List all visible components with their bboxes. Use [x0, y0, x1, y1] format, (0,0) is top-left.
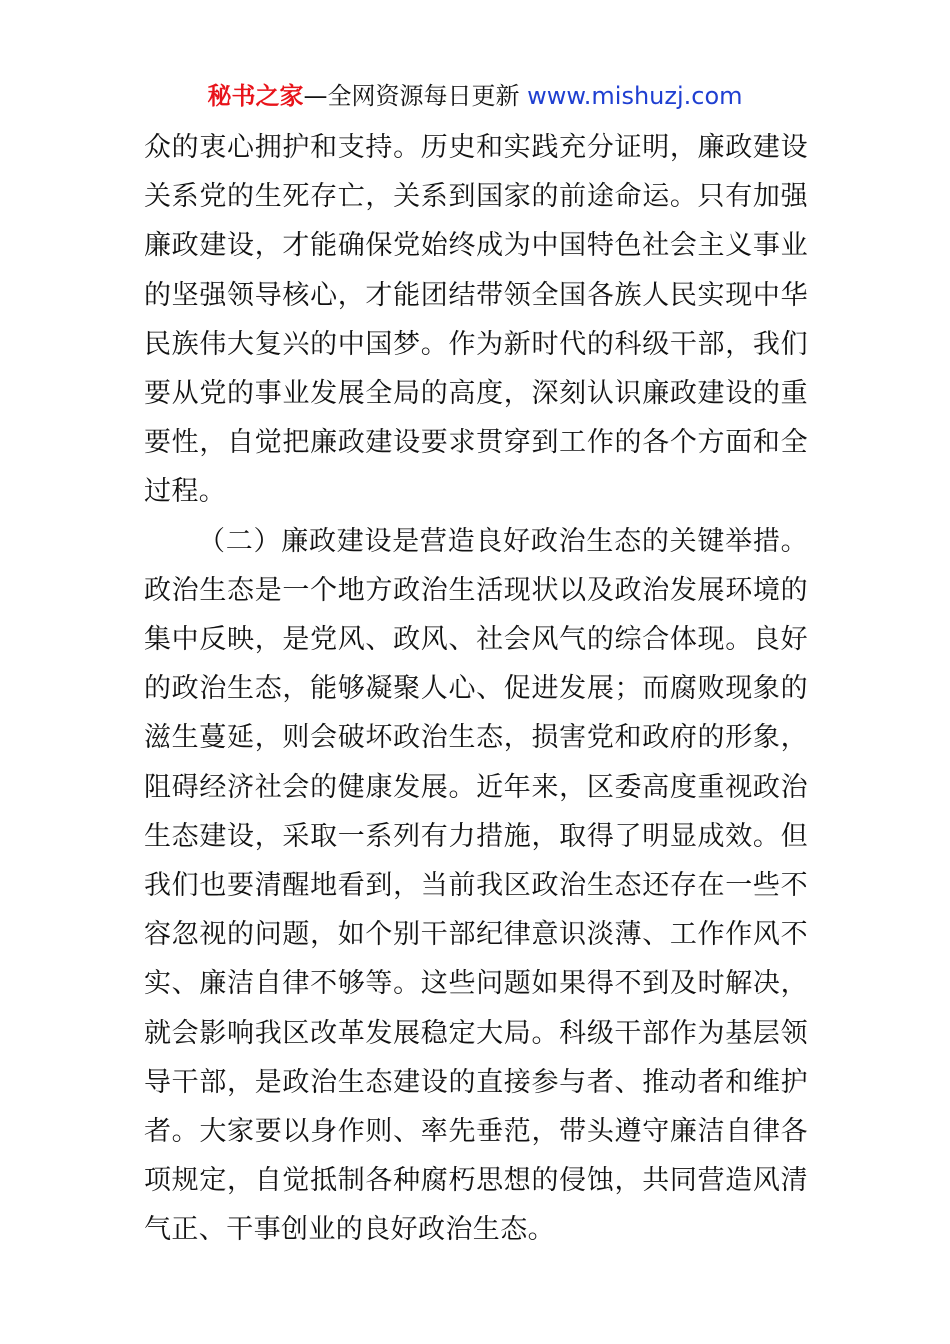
- body-paragraph-2: （二）廉政建设是营造良好政治生态的关键举措。政治生态是一个地方政治生活现状以及政治发展环境的集中反映，是党风、政风、社会风气的综合体现。良好的政治生态，能够凝聚人心、促进发展；而腐败现象的滋生蔓延，则会破坏政治生态，损害党和政府的形象，阻碍经济社会的健康发展。近年来，区委高度重视政治生态建设，采取一系列有力措施，取得了明显成效。但我们也要清醒地看到，当前我区政治生态还存在一些不容忽视的问题，如个别干部纪律意识淡薄、工作作风不实、廉洁自律不够等。这些问题如果得不到及时解决，就会影响我区改革发展稳定大局。科级干部作为基层领导干部，是政治生态建设的直接参与者、推动者和维护者。大家要以身作则、率先垂范，带头遵守廉洁自律各项规定，自觉抵制各种腐朽思想的侵蚀，共同营造风清气正、干事创业的良好政治生态。: [144, 525, 808, 1246]
- brand-name: 秘书之家: [207, 82, 304, 110]
- document-body: [144, 123, 808, 1255]
- header-tagline: —全网资源每日更新: [303, 82, 520, 110]
- page-header: [0, 78, 950, 114]
- site-url-link[interactable]: www.mishuzj.com: [527, 82, 743, 110]
- body-paragraph-1: 众的衷心拥护和支持。历史和实践充分证明，廉政建设关系党的生死存亡，关系到国家的前途命运。只有加强廉政建设，才能确保党始终成为中国特色社会主义事业的坚强领导核心，才能团结带领全国各族人民实现中华民族伟大复兴的中国梦。作为新时代的科级干部，我们要从党的事业发展全局的高度，深刻认识廉政建设的重要性，自觉把廉政建设要求贯穿到工作的各个方面和全过程。: [144, 132, 808, 508]
